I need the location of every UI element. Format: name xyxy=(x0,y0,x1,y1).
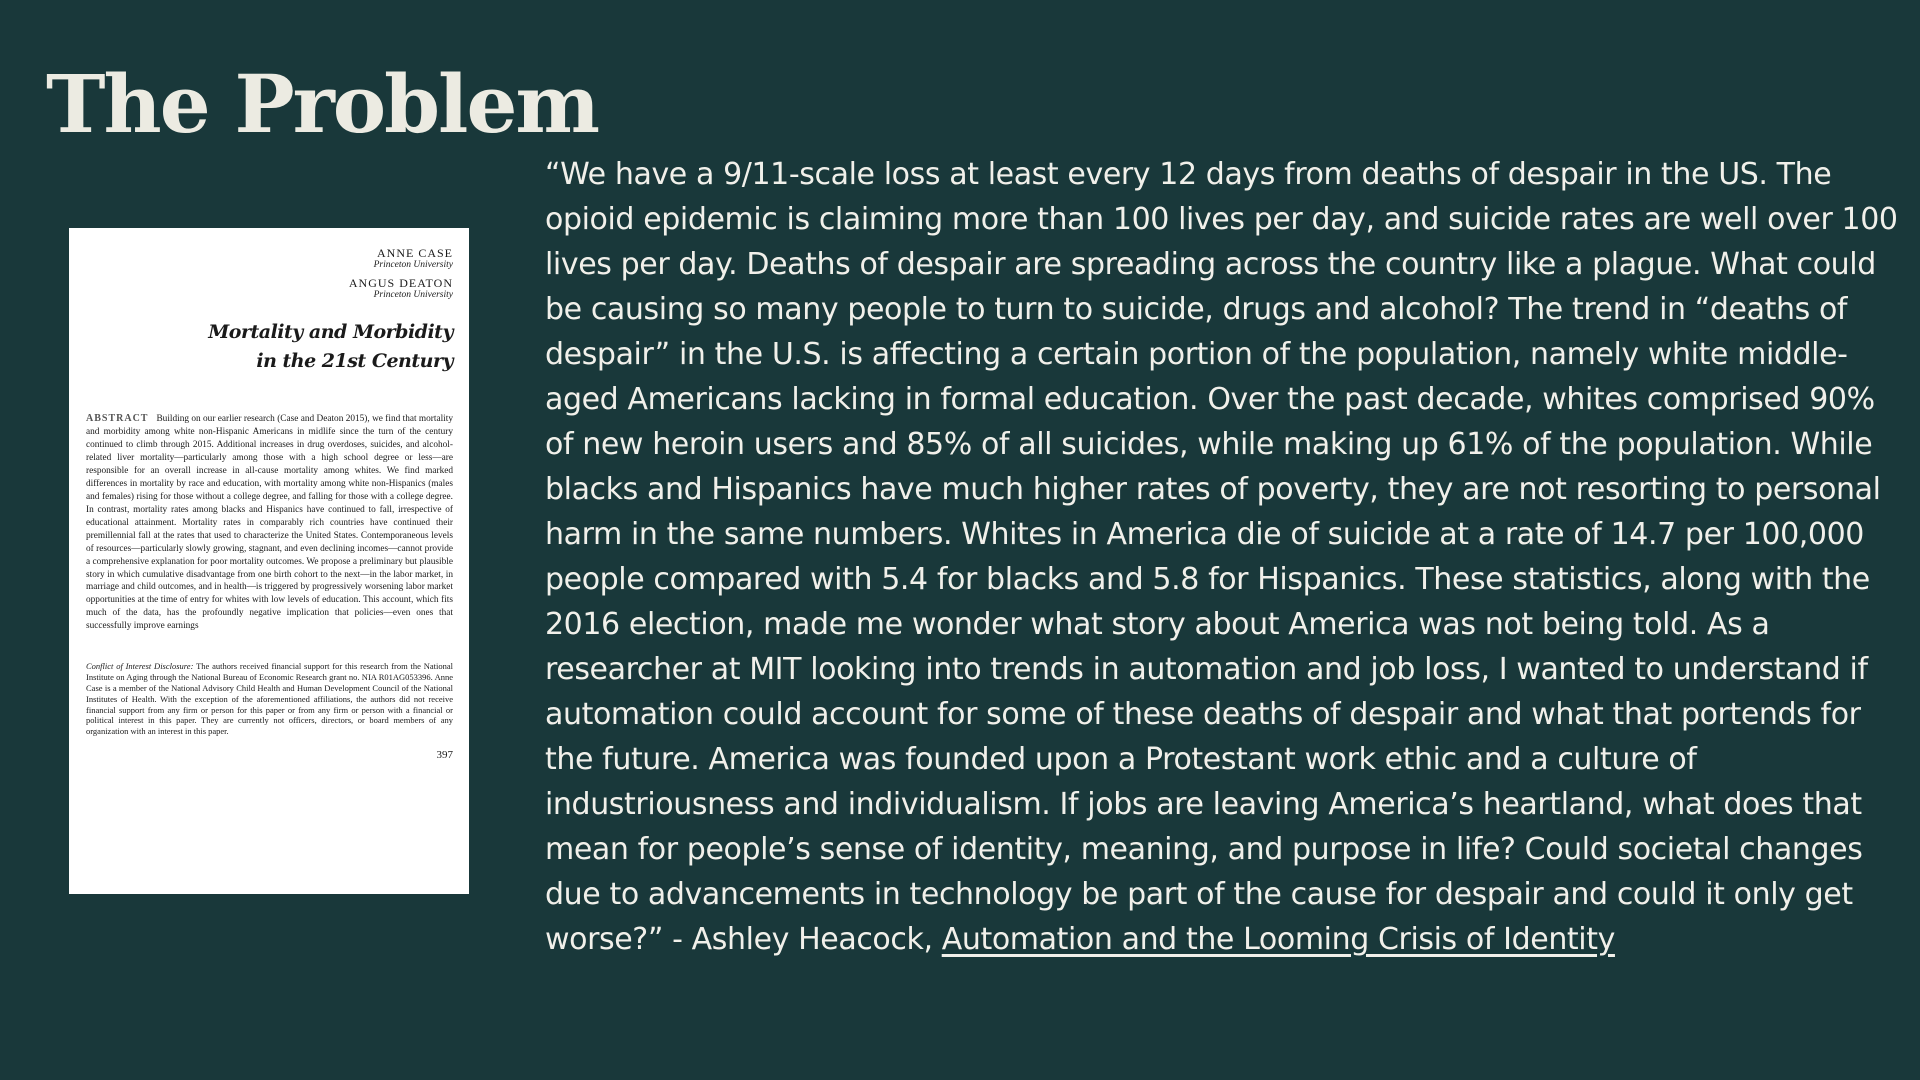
paper-disclosure xyxy=(86,661,453,737)
author-affiliation: Princeton University xyxy=(373,290,453,301)
paper-title-line: in the 21st Century xyxy=(256,350,453,372)
paper-title xyxy=(86,318,453,377)
paper-excerpt-image xyxy=(69,228,469,894)
paper-title-line: Mortality and Morbidity xyxy=(208,320,453,343)
abstract-heading: ABSTRACT xyxy=(86,413,149,425)
quote-attribution: - Ashley Heacock, xyxy=(662,922,942,957)
disclosure-body: The authors received financial support for this research from the National Institute on Aging through the National Bureau of Economic Research grant no. NIA R01AG053396. Anne Case is a member of the National Advisory Child Health and Human Development Council of the National Institutes of Health. With the exception of the aforementioned affiliations, the authors did not receive financial support from any firm or person for this paper or from any firm or person with a financial or political interest in this paper. They are currently not officers, directors, or board members of any organization with an interest in this paper. xyxy=(86,661,453,737)
slide-title: The Problem xyxy=(46,57,598,151)
disclosure-heading: Conflict of Interest Disclosure: xyxy=(86,661,194,672)
source-link[interactable]: Automation and the Looming Crisis of Identity xyxy=(941,922,1615,957)
author-name: ANGUS DEATON xyxy=(348,275,453,290)
paper-abstract xyxy=(86,412,453,633)
abstract-body: Building on our earlier research (Case and Deaton 2015), we find that mortality and morbidity among white non-Hispanic Americans in midlife since the turn of the century continued to climb through 2015. Additional increases in drug overdoses, suicides, and alcohol-related liver mortality—particularly among those with a high school degree or less—are responsible for an overall increase in all-cause mortality among whites. We find marked differences in mortality by race and education, with mortality among white non-Hispanics (males and females) rising for those without a college degree, and falling for those with a college degree. In contrast, mortality rates among blacks and Hispanics have continued to fall, irrespective of educational attainment. Mortality rates in comparably rich countries have continued their premillennial fall at the rates that used to characterize the United States. Contemporaneous levels of resources—particularly slowly growing, stagnant, and even declining incomes—cannot provide a comprehensive explanation for poor mortality outcomes. We propose a preliminary but plausible story in which cumulative disadvantage from one birth cohort to the next—in the labor market, in marriage and child outcomes, and in health—is triggered by progressively worsening labor market opportunities at the time of entry for whites with low levels of education. This account, which fits much of the data, has the profoundly negative implication that policies—even ones that successfully improve earnings xyxy=(86,414,453,632)
author-name: ANNE CASE xyxy=(376,246,453,260)
quote-block xyxy=(545,152,1905,962)
paper-authors xyxy=(86,246,453,302)
paper-page-number: 397 xyxy=(436,749,453,762)
quote-text: “We have a 9/11-scale loss at least every 12 days from deaths of despair in the US. The opioid epidemic is claiming more than 100 lives per day, and suicide rates are well over 100 lives per day. Deaths of despair are spreading across the country like a plague. What could be causing so many people to turn to suicide, drugs and alcohol? The trend in “deaths of despair” in the U.S. is affecting a certain portion of the population, namely white middle-aged Americans lacking in formal education. Over the past decade, whites comprised 90% of new heroin users and 85% of all suicides, while making up 61% of the population. While blacks and Hispanics have much higher rates of poverty, they are not resorting to personal harm in the same numbers. Whites in America die of suicide at a rate of 14.7 per 100,000 people compared with 5.4 for blacks and 5.8 for Hispanics. These statistics, along with the 2016 election, made me wonder what story about America was not being told. As a researcher at MIT looking into trends in automation and job loss, I wanted to understand if automation could account for some of these deaths of despair and what that portends for the future. America was founded upon a Protestant work ethic and a culture of industriousness and individualism. If jobs are leaving America’s heartland, what does that mean for people’s sense of identity, meaning, and purpose in life? Could societal changes due to advancements in technology be part of the cause for despair and could it only get worse?” xyxy=(545,157,1898,957)
author-affiliation: Princeton University xyxy=(373,260,453,271)
